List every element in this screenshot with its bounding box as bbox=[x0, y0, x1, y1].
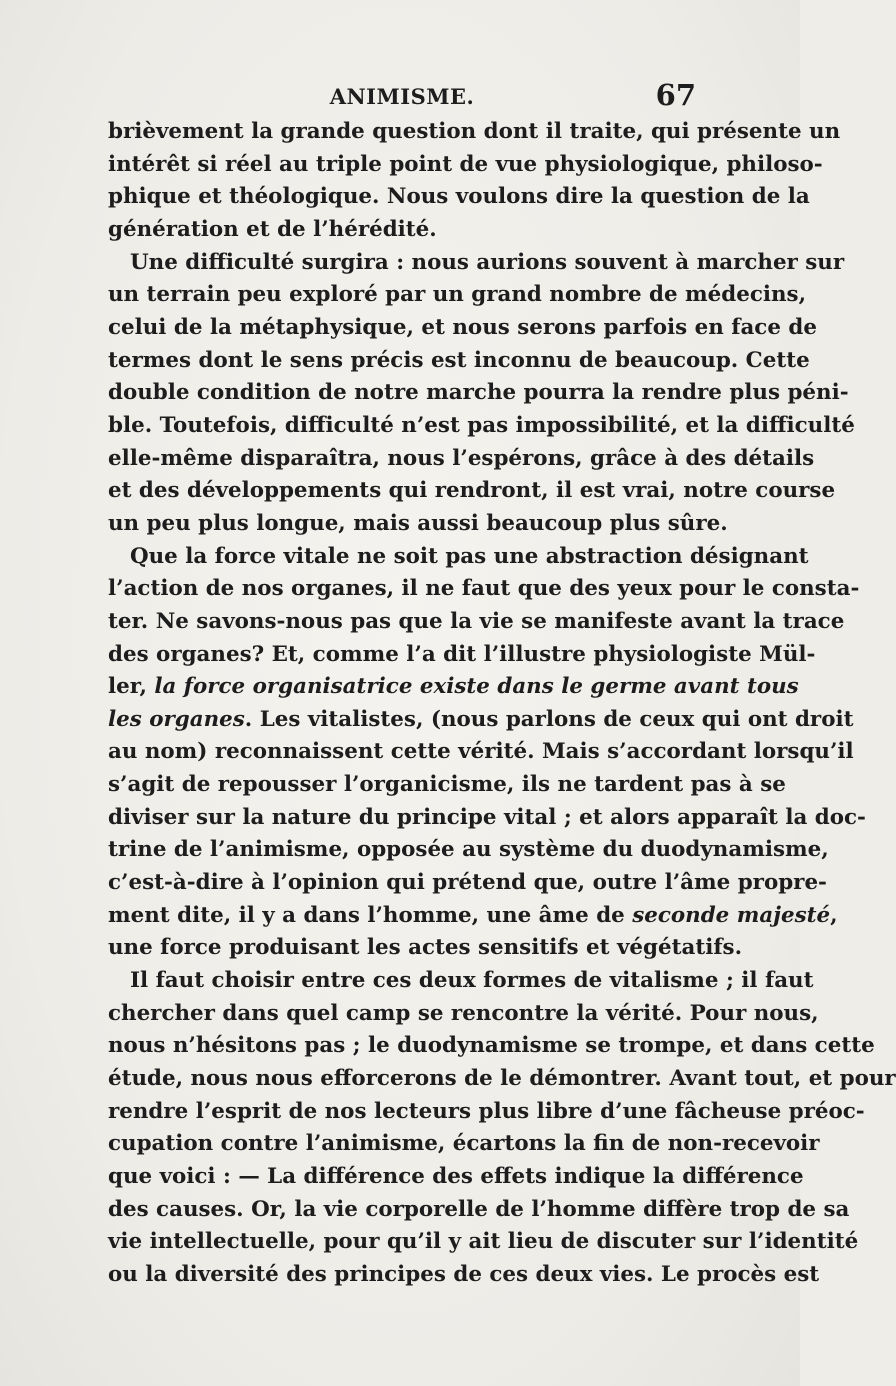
text-line: c’est-à-dire à l’opinion qui prétend que, outre l’âme propre- bbox=[108, 870, 827, 896]
text-line: que voici : — La différence des effets indique la différence bbox=[108, 1164, 804, 1189]
text-line: des causes. Or, la vie corporelle de l’homme diffère trop de sa bbox=[108, 1196, 850, 1222]
running-title: ANIMISME. bbox=[329, 84, 475, 109]
text-line: des organes? Et, comme l’a dit l’illustre physiologiste Mül- bbox=[108, 641, 816, 667]
text-line: au nom) reconnaissent cette vérité. Mais s’accordant lorsqu’il bbox=[108, 739, 854, 765]
text-line: chercher dans quel camp se rencontre la vérité. Pour nous, bbox=[108, 1000, 819, 1026]
body-text bbox=[108, 116, 896, 1292]
text-line: cupation contre l’animisme, écartons la fin de non-recevoir bbox=[108, 1131, 820, 1157]
page-number: 67 bbox=[655, 78, 696, 112]
italic-fragment: seconde majesté bbox=[632, 902, 831, 928]
text-line: vie intellectuelle, pour qu’il y ait lieu de discuter sur l’identité bbox=[108, 1229, 859, 1255]
text-line: ou la diversité des principes de ces deux vies. Le procès est bbox=[108, 1261, 820, 1287]
text-line: double condition de notre marche pourra la rendre plus péni- bbox=[108, 380, 849, 406]
text-line: s’agit de repousser l’organicisme, ils ne tardent pas à se bbox=[108, 772, 786, 798]
text-line: étude, nous nous efforcerons de le démontrer. Avant tout, et pour bbox=[108, 1066, 896, 1092]
italic-fragment: la force organisatrice existe dans le germe avant tous bbox=[154, 674, 799, 700]
text-line-mixed-italic: les organes. Les vitalistes, (nous parlons de ceux qui ont droit bbox=[108, 706, 854, 732]
text-line: l’action de nos organes, il ne faut que des yeux pour le consta- bbox=[108, 576, 860, 602]
text-line-mixed-italic: ment dite, il y a dans l’homme, une âme de seconde majesté, bbox=[108, 902, 838, 928]
text-line: nous n’hésitons pas ; le duodynamisme se trompe, et dans cette bbox=[108, 1033, 875, 1059]
text-line: ble. Toutefois, difficulté n’est pas impossibilité, et la difficulté bbox=[108, 412, 855, 438]
text-line: diviser sur la nature du principe vital ; et alors apparaît la doc- bbox=[108, 804, 866, 830]
italic-fragment: les organes bbox=[108, 706, 245, 732]
text-line: elle-même disparaîtra, nous l’espérons, grâce à des détails bbox=[108, 445, 815, 471]
text-line: un terrain peu exploré par un grand nombre de médecins, bbox=[108, 282, 807, 308]
text-line: brièvement la grande question dont il traite, qui présente un bbox=[108, 119, 841, 144]
text-line: ter. Ne savons-nous pas que la vie se manifeste avant la trace bbox=[108, 608, 845, 634]
text-line: Il faut choisir entre ces deux formes de vitalisme ; il faut bbox=[130, 968, 814, 994]
text-line: trine de l’animisme, opposée au système du duodynamisme, bbox=[108, 837, 829, 863]
text-line: intérêt si réel au triple point de vue physiologique, philoso- bbox=[108, 151, 823, 177]
text-line: Une difficulté surgira : nous aurions souvent à marcher sur bbox=[130, 249, 845, 275]
text-line: Que la force vitale ne soit pas une abstraction désignant bbox=[130, 543, 809, 569]
text-line: rendre l’esprit de nos lecteurs plus libre d’une fâcheuse préoc- bbox=[108, 1098, 865, 1124]
text-line: phique et théologique. Nous voulons dire la question de la bbox=[108, 184, 810, 210]
text-line: un peu plus longue, mais aussi beaucoup plus sûre. bbox=[108, 510, 728, 536]
text-line-mixed-italic: ler, la force organisatrice existe dans le germe avant tous bbox=[108, 674, 799, 700]
text-line: et des développements qui rendront, il est vrai, notre course bbox=[108, 478, 836, 504]
page-header bbox=[108, 78, 696, 118]
text-line: une force produisant les actes sensitifs et végétatifs. bbox=[108, 935, 743, 961]
text-line: celui de la métaphysique, et nous serons parfois en face de bbox=[108, 314, 817, 340]
text-line: génération et de l’hérédité. bbox=[108, 216, 437, 242]
text-line: termes dont le sens précis est inconnu de beaucoup. Cette bbox=[108, 347, 810, 373]
